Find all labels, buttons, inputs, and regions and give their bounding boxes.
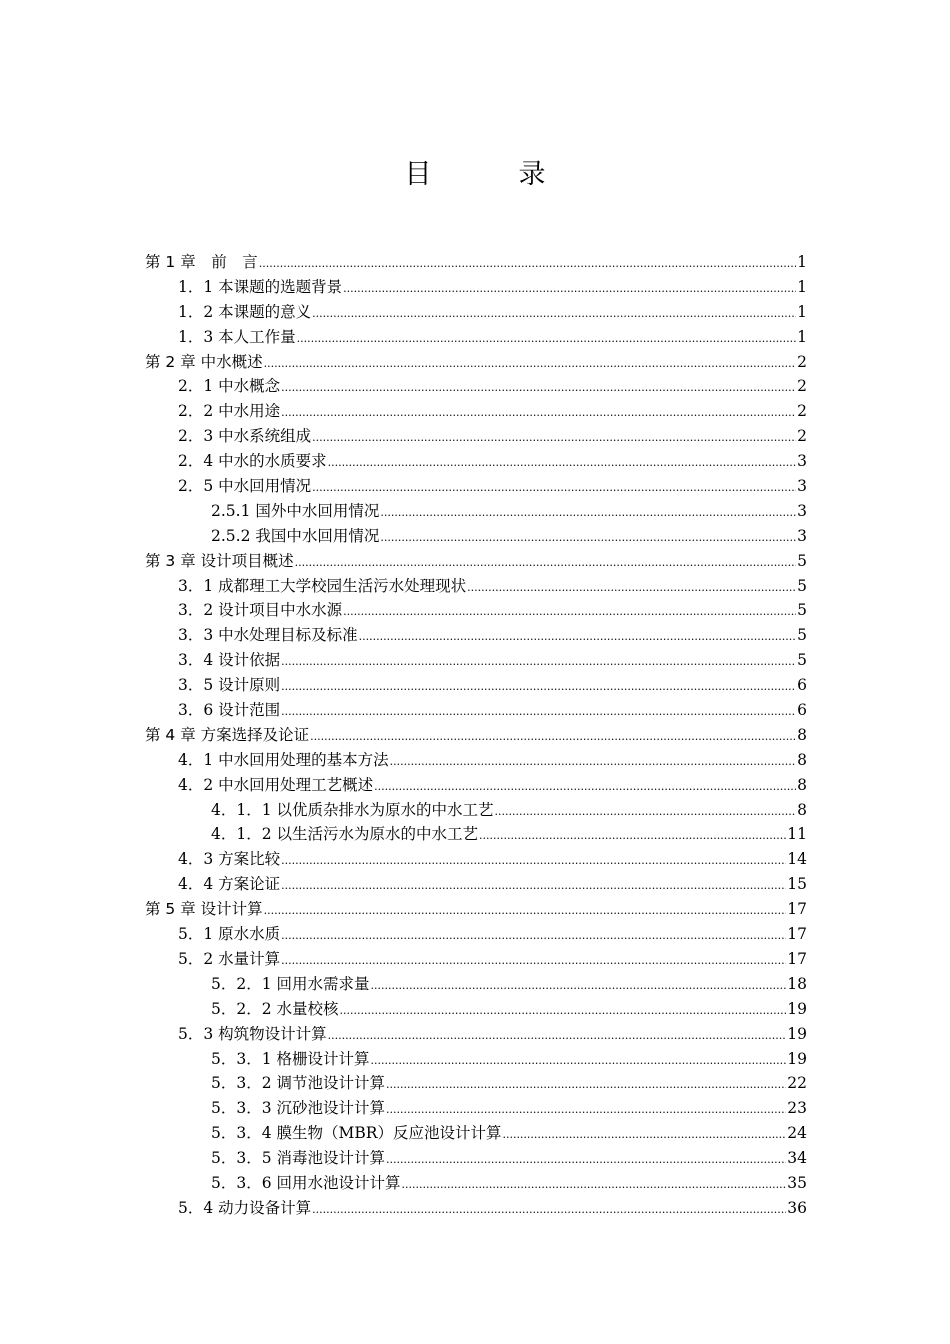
toc-entry-text: 5．3．4 膜生物（MBR）反应池设计计算 bbox=[211, 1124, 502, 1143]
toc-entry-text: 5．3．6 回用水池设计计算 bbox=[211, 1173, 401, 1192]
toc-page-number: 24 bbox=[787, 1124, 807, 1143]
dot-leader bbox=[380, 526, 796, 551]
toc-entry[interactable] bbox=[145, 648, 807, 673]
toc-page-number: 17 bbox=[787, 900, 807, 919]
dot-leader bbox=[264, 352, 796, 377]
dot-leader bbox=[281, 675, 796, 700]
toc-title: 目 录 bbox=[404, 159, 576, 190]
toc-entry-text: 2．1 中水概念 bbox=[178, 377, 281, 396]
toc-entry[interactable] bbox=[145, 598, 807, 623]
toc-entry-text: 5．2．2 水量校核 bbox=[211, 999, 339, 1018]
toc-entry[interactable] bbox=[145, 275, 807, 300]
toc-page-number: 19 bbox=[787, 1049, 807, 1068]
toc-entry-text: 3．1 成都理工大学校园生活污水处理现状 bbox=[178, 576, 467, 595]
dot-leader bbox=[295, 551, 796, 576]
toc-entry[interactable] bbox=[145, 250, 807, 275]
toc-entry[interactable] bbox=[145, 1071, 807, 1096]
dot-leader bbox=[343, 600, 796, 625]
dot-leader bbox=[386, 1098, 786, 1123]
toc-entry-text: 第 5 章 设计计算 bbox=[145, 900, 263, 919]
toc-entry[interactable] bbox=[145, 549, 807, 574]
toc-entry-text: 4．4 方案论证 bbox=[178, 875, 281, 894]
toc-page-number: 5 bbox=[797, 576, 807, 595]
dot-leader bbox=[297, 327, 796, 352]
toc-entry[interactable] bbox=[145, 997, 807, 1022]
toc-entry[interactable] bbox=[145, 947, 807, 972]
dot-leader bbox=[281, 874, 786, 899]
dot-leader bbox=[281, 949, 786, 974]
toc-entry[interactable] bbox=[145, 399, 807, 424]
toc-page-number: 5 bbox=[797, 551, 807, 570]
toc-entry-text: 5．2 水量计算 bbox=[178, 949, 281, 968]
toc-entry[interactable] bbox=[145, 897, 807, 922]
toc-entry[interactable] bbox=[145, 723, 807, 748]
toc-page-number: 6 bbox=[797, 701, 807, 720]
toc-entry[interactable] bbox=[145, 1096, 807, 1121]
dot-leader bbox=[495, 800, 797, 825]
toc-entry-text: 2．3 中水系统组成 bbox=[178, 427, 312, 446]
toc-entry-text: 3．6 设计范围 bbox=[178, 701, 281, 720]
toc-page-number: 11 bbox=[787, 825, 807, 844]
toc-entry-text: 5．1 原水水质 bbox=[178, 925, 281, 944]
toc-entry[interactable] bbox=[145, 300, 807, 325]
toc-entry[interactable] bbox=[145, 847, 807, 872]
toc-page-number: 1 bbox=[797, 327, 807, 346]
dot-leader bbox=[312, 1198, 786, 1223]
toc-entry[interactable] bbox=[145, 1022, 807, 1047]
toc-entry-text: 3．5 设计原则 bbox=[178, 676, 281, 695]
dot-leader bbox=[312, 476, 796, 501]
dot-leader bbox=[259, 252, 796, 277]
toc-page-number: 5 bbox=[797, 651, 807, 670]
dot-leader bbox=[402, 1173, 787, 1198]
dot-leader bbox=[312, 302, 796, 327]
toc-entry-text: 2．5 中水回用情况 bbox=[178, 477, 312, 496]
dot-leader bbox=[310, 725, 796, 750]
dot-leader bbox=[281, 650, 796, 675]
toc-entry[interactable] bbox=[145, 424, 807, 449]
dot-leader bbox=[328, 451, 796, 476]
toc-entry[interactable] bbox=[145, 748, 807, 773]
toc-entry[interactable] bbox=[145, 673, 807, 698]
toc-page-number: 6 bbox=[797, 676, 807, 695]
dot-leader bbox=[281, 376, 796, 401]
toc-page-number: 35 bbox=[787, 1173, 807, 1192]
toc-entry[interactable] bbox=[145, 1047, 807, 1072]
toc-entry-text: 2．4 中水的水质要求 bbox=[178, 452, 327, 471]
toc-entry-text: 4．1．2 以生活污水为原水的中水工艺 bbox=[211, 825, 479, 844]
toc-entry[interactable] bbox=[145, 922, 807, 947]
toc-page-number: 1 bbox=[797, 302, 807, 321]
toc-entry-text: 4．3 方案比较 bbox=[178, 850, 281, 869]
toc-page-number: 3 bbox=[797, 526, 807, 545]
toc-entry-text: 第 2 章 中水概述 bbox=[145, 352, 263, 371]
toc-entry-text: 5．3．3 沉砂池设计计算 bbox=[211, 1099, 386, 1118]
toc-page-number: 2 bbox=[797, 377, 807, 396]
toc-entry[interactable] bbox=[145, 449, 807, 474]
toc-entry-text: 1．3 本人工作量 bbox=[178, 327, 296, 346]
toc-entry-text: 5．3 构筑物设计计算 bbox=[178, 1024, 327, 1043]
dot-leader bbox=[502, 1123, 786, 1148]
dot-leader bbox=[343, 277, 796, 302]
toc-entry-text: 5．4 动力设备计算 bbox=[178, 1198, 312, 1217]
toc-page-number: 8 bbox=[797, 800, 807, 819]
toc-entry-text: 3．3 中水处理目标及标准 bbox=[178, 626, 358, 645]
toc-entry-text: 第 1 章 前 言 bbox=[145, 253, 258, 271]
toc-entry-text: 5．3．2 调节池设计计算 bbox=[211, 1074, 386, 1093]
toc-entry[interactable] bbox=[145, 474, 807, 499]
toc-entry[interactable] bbox=[145, 623, 807, 648]
toc-page-number: 8 bbox=[797, 725, 807, 744]
toc-entry[interactable] bbox=[145, 325, 807, 350]
dot-leader bbox=[467, 576, 796, 601]
toc-entry[interactable] bbox=[145, 524, 807, 549]
dot-leader bbox=[281, 700, 796, 725]
toc-entry[interactable] bbox=[145, 499, 807, 524]
toc-entry-text: 2.5.2 我国中水回用情况 bbox=[211, 526, 380, 545]
dot-leader bbox=[386, 1073, 786, 1098]
toc-page-number: 19 bbox=[787, 1024, 807, 1043]
toc-page-number: 19 bbox=[787, 999, 807, 1018]
dot-leader bbox=[386, 1148, 786, 1173]
toc-page-number: 14 bbox=[787, 850, 807, 869]
toc-page-number: 17 bbox=[787, 925, 807, 944]
toc-page-number: 15 bbox=[787, 875, 807, 894]
toc-page-number: 3 bbox=[797, 477, 807, 496]
toc-page-number: 3 bbox=[797, 501, 807, 520]
toc-entry[interactable] bbox=[145, 698, 807, 723]
toc-entry-text: 3．2 设计项目中水水源 bbox=[178, 601, 343, 620]
dot-leader bbox=[479, 824, 786, 849]
toc-entry-text: 第 4 章 方案选择及论证 bbox=[145, 725, 310, 744]
toc-page-number: 18 bbox=[787, 974, 807, 993]
toc-page-number: 34 bbox=[787, 1149, 807, 1168]
toc-entry-text: 第 3 章 设计项目概述 bbox=[145, 551, 294, 570]
dot-leader bbox=[374, 775, 796, 800]
dot-leader bbox=[380, 501, 796, 526]
toc-entry[interactable] bbox=[145, 872, 807, 897]
toc-entry[interactable] bbox=[145, 972, 807, 997]
toc-entry[interactable] bbox=[145, 1171, 807, 1196]
toc-page-number: 8 bbox=[797, 750, 807, 769]
toc-page-number: 36 bbox=[787, 1198, 807, 1217]
toc-entry[interactable] bbox=[145, 1121, 807, 1146]
dot-leader bbox=[281, 401, 796, 426]
dot-leader bbox=[281, 849, 786, 874]
dot-leader bbox=[340, 999, 787, 1024]
toc-page-number: 2 bbox=[797, 352, 807, 371]
toc-entry-text: 4．1 中水回用处理的基本方法 bbox=[178, 750, 389, 769]
dot-leader bbox=[328, 1024, 787, 1049]
toc-page-number: 8 bbox=[797, 775, 807, 794]
toc-page-number: 5 bbox=[797, 626, 807, 645]
toc-entry[interactable] bbox=[145, 374, 807, 399]
toc-page-number: 2 bbox=[797, 427, 807, 446]
toc-entry-text: 5．2．1 回用水需求量 bbox=[211, 974, 370, 993]
toc-page-number: 1 bbox=[797, 253, 807, 271]
dot-leader bbox=[264, 899, 787, 924]
toc-page-number: 22 bbox=[787, 1074, 807, 1093]
toc-entry[interactable] bbox=[145, 822, 807, 847]
toc-page-number: 5 bbox=[797, 601, 807, 620]
dot-leader bbox=[281, 924, 786, 949]
toc-entry[interactable] bbox=[145, 350, 807, 375]
toc-page-number: 3 bbox=[797, 452, 807, 471]
toc-page-number: 23 bbox=[787, 1099, 807, 1118]
toc-entry-text: 5．3．5 消毒池设计计算 bbox=[211, 1149, 386, 1168]
toc-entry-text: 1．1 本课题的选题背景 bbox=[178, 277, 343, 296]
dot-leader bbox=[359, 625, 796, 650]
toc-page-number: 17 bbox=[787, 949, 807, 968]
toc-page-number: 1 bbox=[797, 277, 807, 296]
dot-leader bbox=[371, 1049, 787, 1074]
toc-entry-text: 2.5.1 国外中水回用情况 bbox=[211, 501, 380, 520]
toc-entry[interactable] bbox=[145, 1196, 807, 1221]
table-of-contents bbox=[145, 250, 807, 1221]
dot-leader bbox=[371, 974, 787, 999]
toc-entry-text: 1．2 本课题的意义 bbox=[178, 302, 312, 321]
toc-entry-text: 4．2 中水回用处理工艺概述 bbox=[178, 775, 374, 794]
toc-entry[interactable] bbox=[145, 798, 807, 823]
toc-entry-text: 2．2 中水用途 bbox=[178, 402, 281, 421]
toc-entry-text: 3．4 设计依据 bbox=[178, 651, 281, 670]
toc-entry-text: 5．3．1 格栅设计计算 bbox=[211, 1049, 370, 1068]
toc-entry[interactable] bbox=[145, 773, 807, 798]
toc-entry[interactable] bbox=[145, 574, 807, 599]
toc-page-number: 2 bbox=[797, 402, 807, 421]
toc-entry-text: 4．1．1 以优质杂排水为原水的中水工艺 bbox=[211, 800, 494, 819]
dot-leader bbox=[390, 750, 796, 775]
toc-entry[interactable] bbox=[145, 1146, 807, 1171]
dot-leader bbox=[312, 426, 796, 451]
